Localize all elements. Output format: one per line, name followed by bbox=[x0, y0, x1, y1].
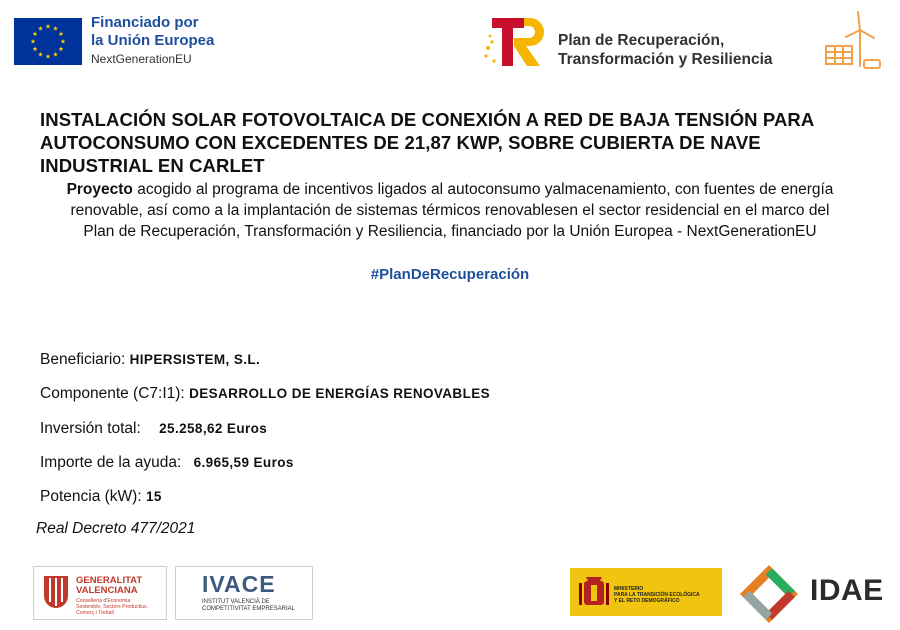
beneficiario-label: Beneficiario: bbox=[40, 351, 126, 368]
inversion-row bbox=[40, 420, 267, 438]
idae-mark-icon bbox=[734, 568, 804, 620]
ministerio-text: MINISTERIO PARA LA TRANSICIÓN ECOLÓGICA Y EL RETO DEMOGRÁFICO bbox=[614, 586, 700, 604]
beneficiario-value: HIPERSISTEM, S.L. bbox=[129, 352, 261, 367]
importe-row bbox=[40, 454, 294, 472]
gva-subtitle: Conselleria d'Economia Sostenible, Sectors Productius, Comerç i Treball bbox=[76, 598, 149, 616]
inversion-label: Inversión total: bbox=[40, 420, 141, 437]
importe-label: Importe de la ayuda: bbox=[40, 454, 182, 471]
componente-value: DESARROLLO DE ENERGÍAS RENOVABLES bbox=[189, 386, 491, 401]
description-line-2: renovable, así como a la implantación de sistemas térmicos renovablesen el sector residencial en el marco del bbox=[70, 202, 830, 219]
project-title: INSTALACIÓN SOLAR FOTOVOLTAICA DE CONEXIÓN A RED DE BAJA TENSIÓN PARA AUTOCONSUMO CON EXCEDENTES DE 21,87 KWP, SOBRE CUBIERTA DE NAVE INDUSTRIAL EN CARLET bbox=[40, 109, 814, 176]
eu-line-1: Financiado por bbox=[91, 14, 199, 31]
description-line-3: Plan de Recuperación, Transformación y Resiliencia, financiado por la Unión Europea - NextGenerationEU bbox=[83, 223, 817, 240]
description-text-1: acogido al programa de incentivos ligados al autoconsumo yalmacenamiento, con fuentes de energía bbox=[132, 181, 834, 198]
potencia-label: Potencia (kW): bbox=[40, 488, 142, 505]
plan-line-1: Plan de Recuperación, bbox=[558, 32, 725, 49]
gva-shield-icon bbox=[42, 574, 70, 612]
eu-line-2: la Unión Europea bbox=[91, 32, 215, 49]
componente-label: Componente (C7:I1): bbox=[40, 385, 185, 402]
project-description bbox=[30, 179, 870, 242]
hashtag-link[interactable]: #PlanDeRecuperación bbox=[370, 266, 530, 283]
description-lead: Proyecto bbox=[66, 181, 133, 198]
potencia-value: 15 bbox=[145, 489, 162, 504]
ivace-subtitle: INSTITUT VALENCIÀ DE COMPETITIVITAT EMPRESARIAL bbox=[202, 599, 296, 612]
spain-coat-of-arms-icon bbox=[578, 573, 610, 611]
plan-recuperacion-text bbox=[558, 31, 773, 69]
eu-line-3: NextGenerationEU bbox=[91, 52, 192, 66]
beneficiario-row bbox=[40, 351, 260, 369]
eu-funding-text bbox=[91, 15, 214, 65]
generalitat-valenciana-logo bbox=[33, 566, 167, 620]
inversion-value: 25.258,62 Euros bbox=[159, 421, 268, 436]
ministerio-logo bbox=[570, 568, 722, 616]
idae-text: IDAE bbox=[810, 574, 884, 607]
gva-title: GENERALITAT VALENCIANA bbox=[76, 575, 143, 596]
description-line-1 bbox=[30, 179, 870, 200]
potencia-row bbox=[40, 488, 162, 506]
real-decreto: Real Decreto 477/2021 bbox=[36, 520, 196, 537]
eu-flag-icon bbox=[14, 18, 82, 65]
wind-solar-energy-icon bbox=[820, 10, 884, 72]
ivace-logo bbox=[175, 566, 313, 620]
plan-line-2: Transformación y Resiliencia bbox=[558, 51, 773, 68]
componente-row bbox=[40, 385, 490, 403]
ivace-title: IVACE bbox=[202, 571, 276, 597]
plan-recuperacion-logo-icon bbox=[482, 14, 548, 68]
importe-value: 6.965,59 Euros bbox=[193, 455, 294, 470]
